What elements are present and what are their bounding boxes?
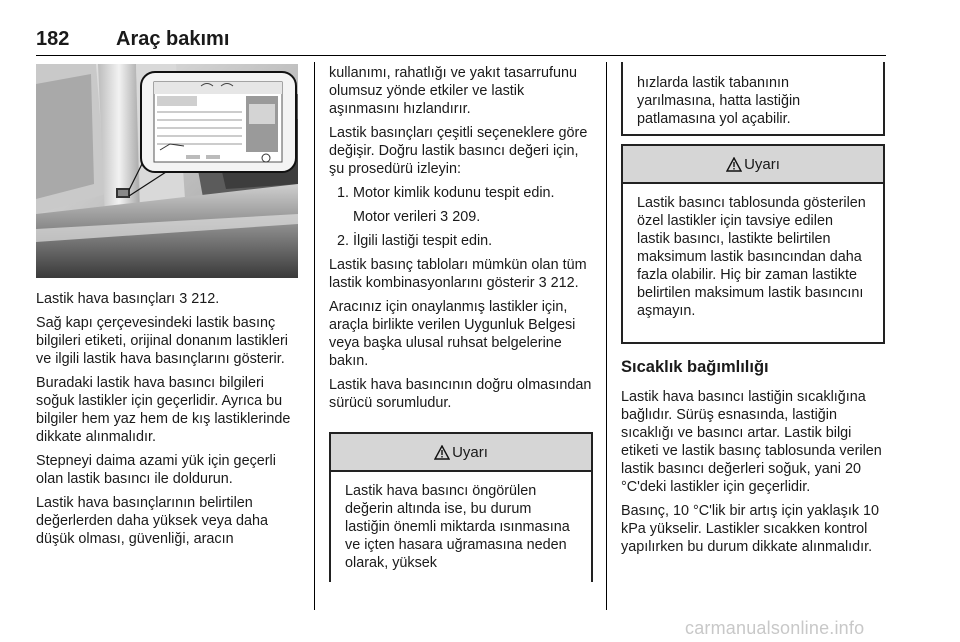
column-1 [36, 290, 300, 554]
warning-body: Lastik hava basıncı öngörülen değerin altında ise, bu durum lastiğin önemli miktarda ısınmasına ve içten hasara uğramasına neden olarak, yüksek [345, 483, 570, 571]
warning-triangle-icon [726, 157, 742, 172]
paragraph: Buradaki lastik hava basıncı bilgileri soğuk lastikler için geçerlidir. Ayrıca bu bilgiler hem yaz hem de kış lastiklerinde dikkate alınmalıdır. [36, 375, 291, 445]
paragraph: Aracınız için onaylanmış lastikler için, araçla birlikte verilen Uygunluk Belgesi veya başka ulusal ruhsat belgelerine bakın. [329, 299, 576, 369]
page-reference-icon [539, 274, 547, 292]
paragraph-text: Lastik basınç tabloları mümkün olan tüm lastik kombinasyonlarını gösterir [329, 257, 587, 291]
temperature-section [621, 358, 885, 562]
paragraph [329, 256, 593, 292]
section-heading: Sıcaklık bağımlılığı [621, 358, 769, 376]
caption-text: Lastik hava basınçları [36, 291, 176, 307]
column-2 [329, 64, 593, 418]
procedure-list [329, 184, 593, 250]
warning-title: Uyarı [744, 155, 780, 173]
warning-box-1 [329, 432, 593, 582]
list-item-text: Motor kimlik kodunu tespit edin. [353, 185, 555, 201]
column-divider-2 [606, 62, 607, 610]
warning-box-2 [621, 144, 885, 344]
sub-page-ref[interactable]: 209. [452, 209, 481, 225]
header-rule [36, 55, 886, 56]
watermark: carmanualsonline.info [685, 618, 865, 638]
paragraph: Lastik hava basınçlarının belirtilen değerlerden daha yüksek veya daha düşük olması, güvenliği, aracın [36, 495, 269, 547]
ref-glyph: 3 [440, 209, 449, 225]
list-item [329, 184, 593, 202]
warning-box-continued [621, 62, 885, 136]
paragraph: Stepneyi daima azami yük için geçerli olan lastik basıncı ile doldurun. [36, 453, 276, 487]
page-title: Araç bakımı [116, 28, 230, 50]
column-divider-1 [314, 62, 315, 610]
caption-page-ref[interactable]: 212. [191, 291, 220, 307]
page-number: 182 [36, 28, 70, 50]
paragraph: Lastik hava basıncının doğru olmasından sürücü sorumludur. [329, 377, 592, 411]
paragraph: kullanımı, rahatlığı ve yakıt tasarrufunu olumsuz yönde etkiler ve lastik aşınmasını hızlandırır. [329, 65, 577, 117]
page-header [36, 28, 886, 56]
ref-glyph: 3 [179, 291, 188, 307]
paragraph: Sağ kapı çerçevesindeki lastik basınç bilgileri etiketi, orijinal donanım lastikleri ve ilgili lastik hava basınçlarını gösterir. [36, 315, 288, 367]
warning-title: Uyarı [452, 443, 488, 461]
door-frame-label-photo [36, 64, 298, 278]
paragraph: Lastik basınçları çeşitli seçeneklere göre değişir. Doğru lastik basıncı değeri için, şu prosedürü izleyin: [329, 125, 588, 177]
paragraph: Basınç, 10 °C'lik bir artış için yaklaşık 10 kPa yükselir. Lastikler sıcakken kontrol yapılırken bu durum dikkate alınmalıdır. [621, 503, 880, 555]
figure-caption [36, 290, 300, 308]
warning-body: Lastik basıncı tablosunda gösterilen özel lastikler için tavsiye edilen lastik basıncı, lastikte belirtilen maksimum lastik basıncından daha fazla olabilir. Hiç bir zaman lastikte belirtilen maksimum lastik basıncını aşmayın. [637, 195, 866, 319]
list-item [329, 232, 593, 250]
page-reference-icon [440, 208, 448, 226]
list-item-text: İlgili lastiği tespit edin. [353, 233, 493, 249]
sub-text: Motor verileri [353, 209, 437, 225]
paragraph: Lastik hava basıncı lastiğin sıcaklığına bağlıdır. Sürüş esnasında, lastiğin sıcaklığı ve basıncı artar. Lastik bilgi etiketi ve lastik basınç tablosunda verilen lastik basıncı değerleri soğuk, yani 20 °C'deki lastikler için geçerlidir. [621, 389, 882, 495]
list-item-sub [329, 208, 593, 226]
list-number: 2. [337, 233, 350, 249]
list-number: 1. [337, 185, 350, 201]
warning-triangle-icon [434, 445, 450, 460]
warning-header [331, 434, 591, 472]
warning-header [623, 146, 883, 184]
ref-glyph: 3 [538, 275, 547, 291]
door-frame-illustration [36, 64, 298, 278]
paragraph-page-ref[interactable]: 212. [550, 275, 579, 291]
warning-body-continued: hızlarda lastik tabanının yarılmasına, hatta lastiğin patlamasına yol açabilir. [637, 75, 801, 127]
page-reference-icon [179, 290, 187, 308]
